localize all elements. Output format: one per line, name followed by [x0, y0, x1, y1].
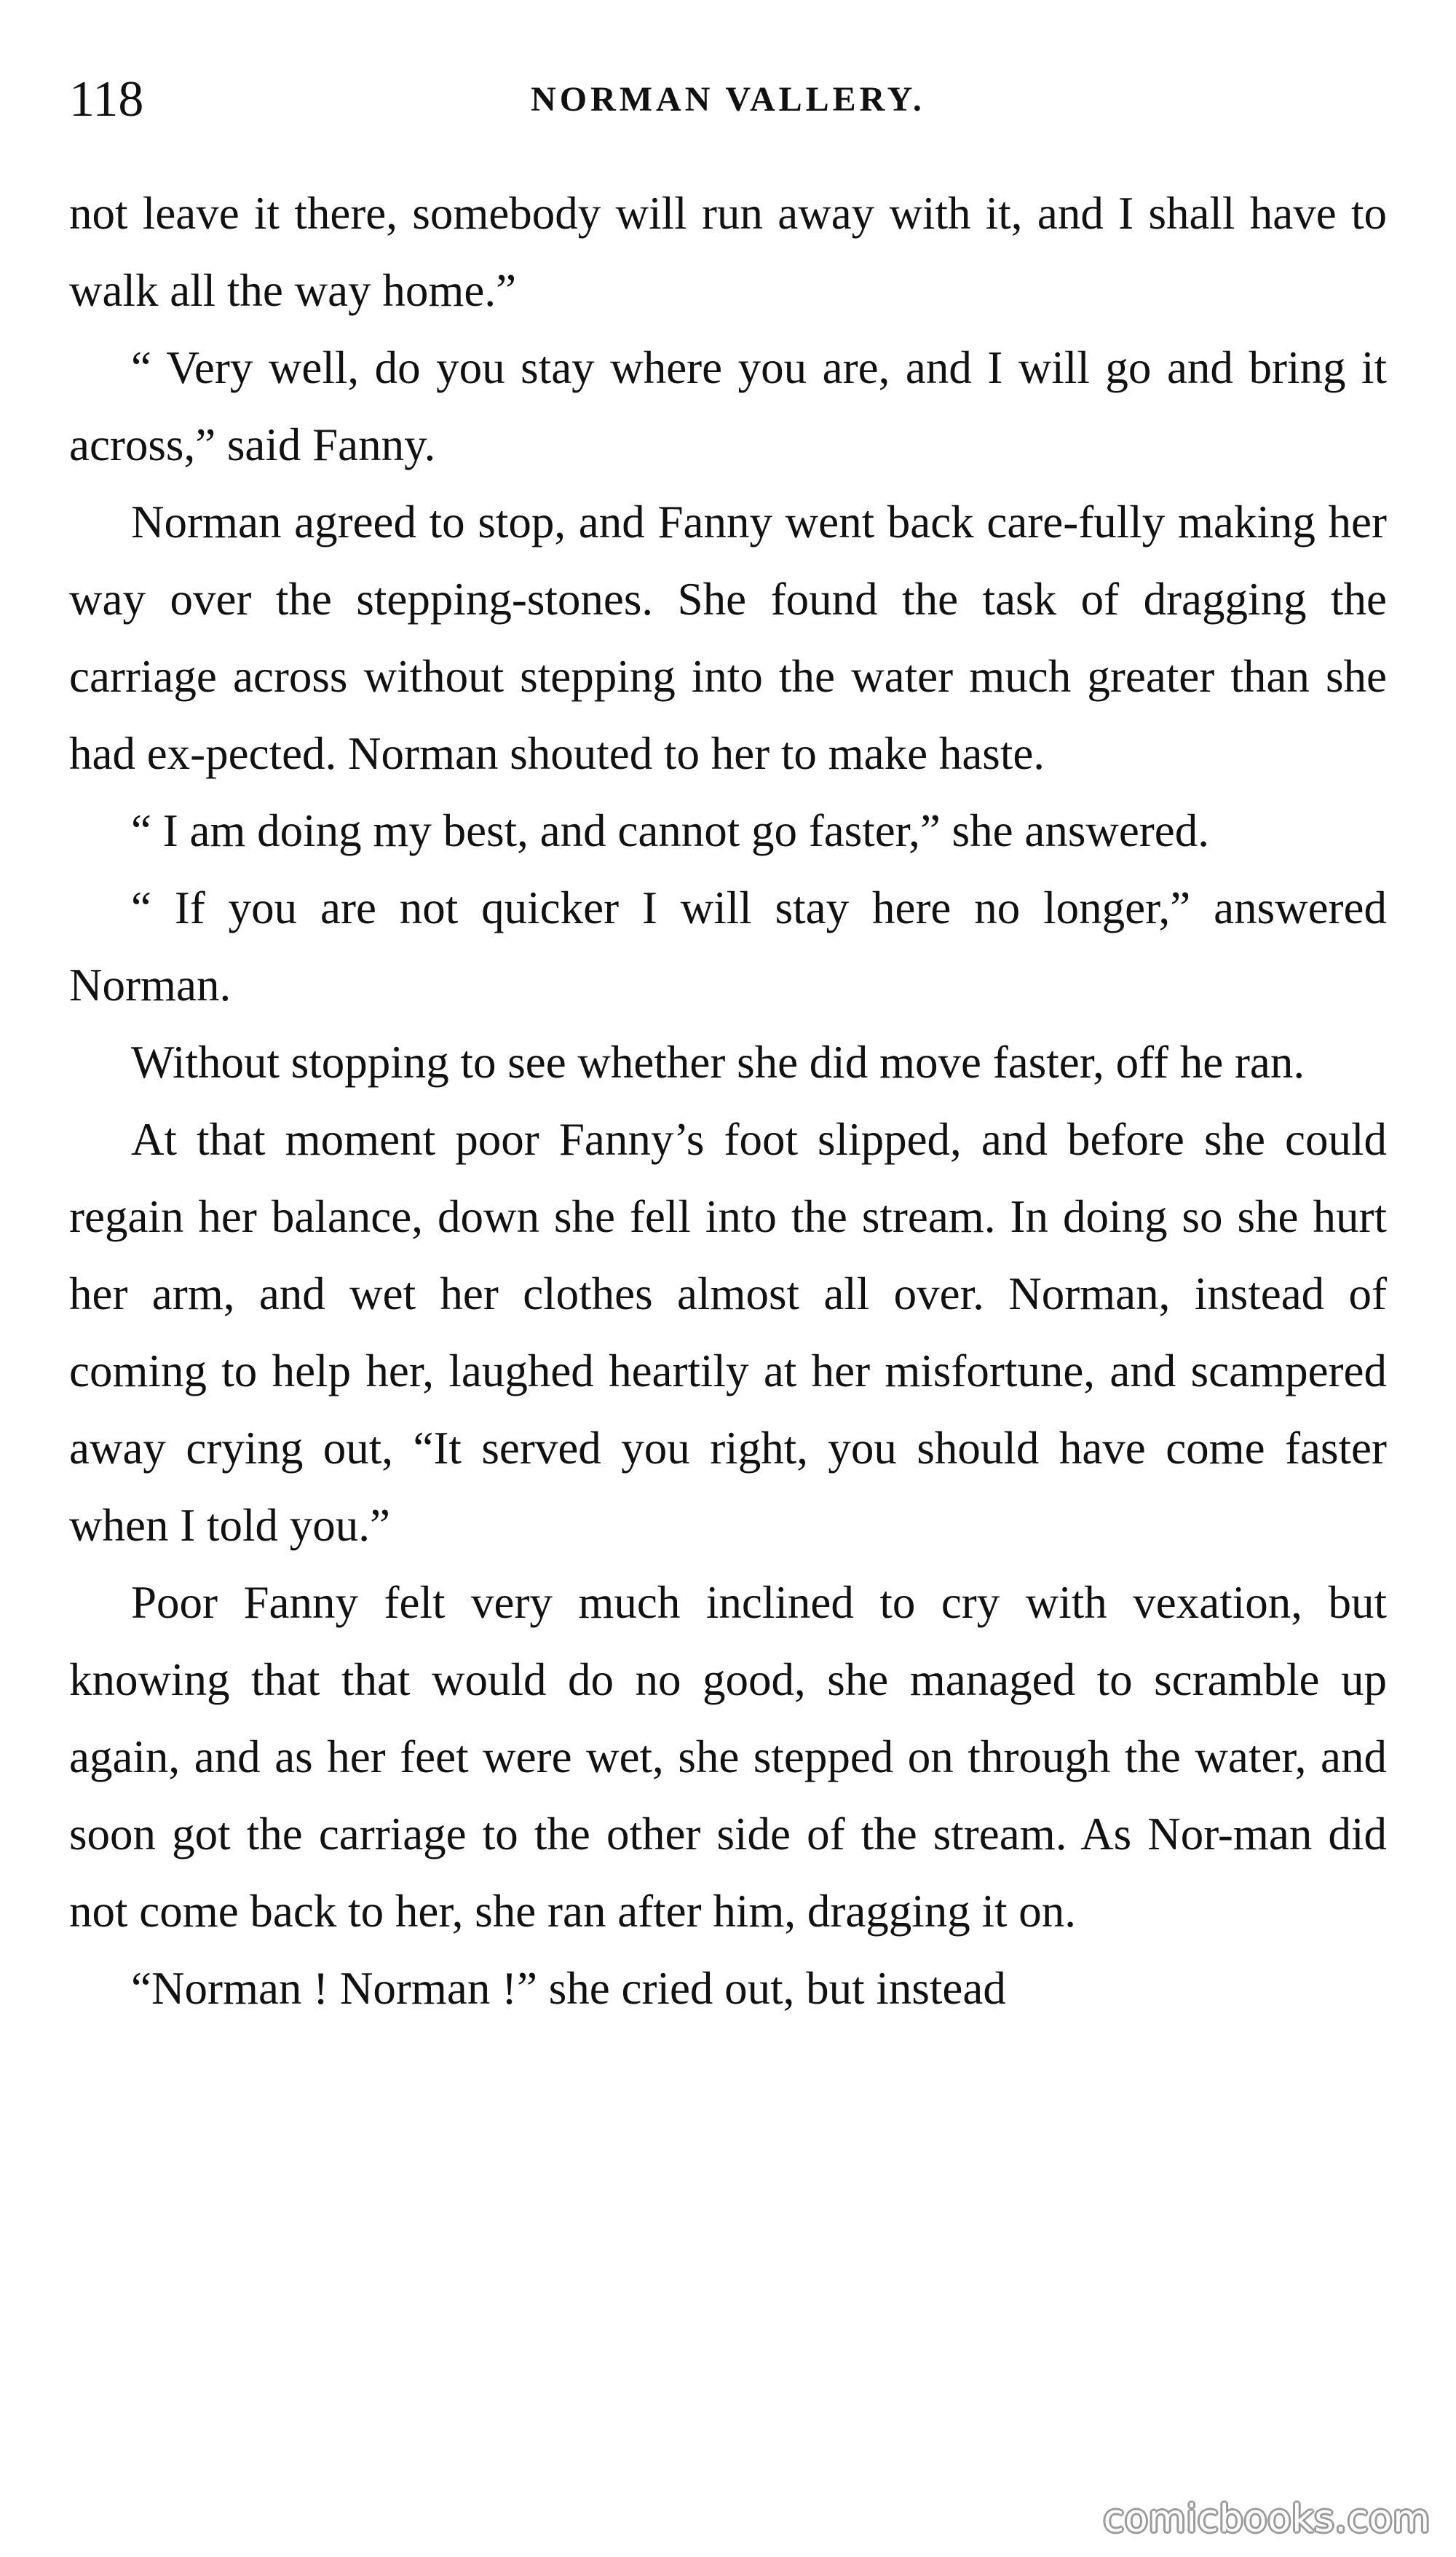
- watermark: comicbooks.com: [1103, 2497, 1431, 2541]
- body-text: [69, 175, 1387, 2027]
- page-number: 118: [69, 71, 144, 127]
- paragraph-6: Without stopping to see whether she did move faster, off he ran.: [131, 1037, 1305, 1088]
- paragraph-4: “ I am doing my best, and cannot go faster,” she answered.: [131, 805, 1209, 856]
- page-header: [69, 60, 1387, 140]
- paragraph-9: “Norman ! Norman !” she cried out, but instead: [131, 1963, 1006, 2014]
- paragraph-2: “ Very well, do you stay where you are, and I will go and bring it across,” said Fanny.: [69, 342, 1387, 470]
- paragraph-7: At that moment poor Fanny’s foot slipped, and before she could regain her balance, down she fell into the stream. In doing so she hurt her arm, and wet her clothes almost all over. Norman, instead of coming to help her, laughed heartily at her misfortune, and scampered away crying out, “It served you right, you should have come faster when I told you.”: [69, 1114, 1387, 1551]
- paragraph-1: not leave it there, somebody will run away with it, and I shall have to walk all the way home.”: [69, 188, 1387, 316]
- paragraph-8: Poor Fanny felt very much inclined to cry with vexation, but knowing that that would do no good, she managed to scramble up again, and as her feet were wet, she stepped on through the water, and soon got the carriage to the other side of the stream. As Nor-man did not come back to her, she ran after him, dragging it on.: [69, 1577, 1387, 1937]
- running-title: NORMAN VALLERY.: [531, 80, 925, 119]
- paragraph-3: Norman agreed to stop, and Fanny went back care-fully making her way over the stepping-stones. She found the task of dragging the carriage across without stepping into the water much greater than she had ex-pected. Norman shouted to her to make haste.: [69, 497, 1387, 779]
- paragraph-5: “ If you are not quicker I will stay here no longer,” answered Norman.: [69, 882, 1387, 1011]
